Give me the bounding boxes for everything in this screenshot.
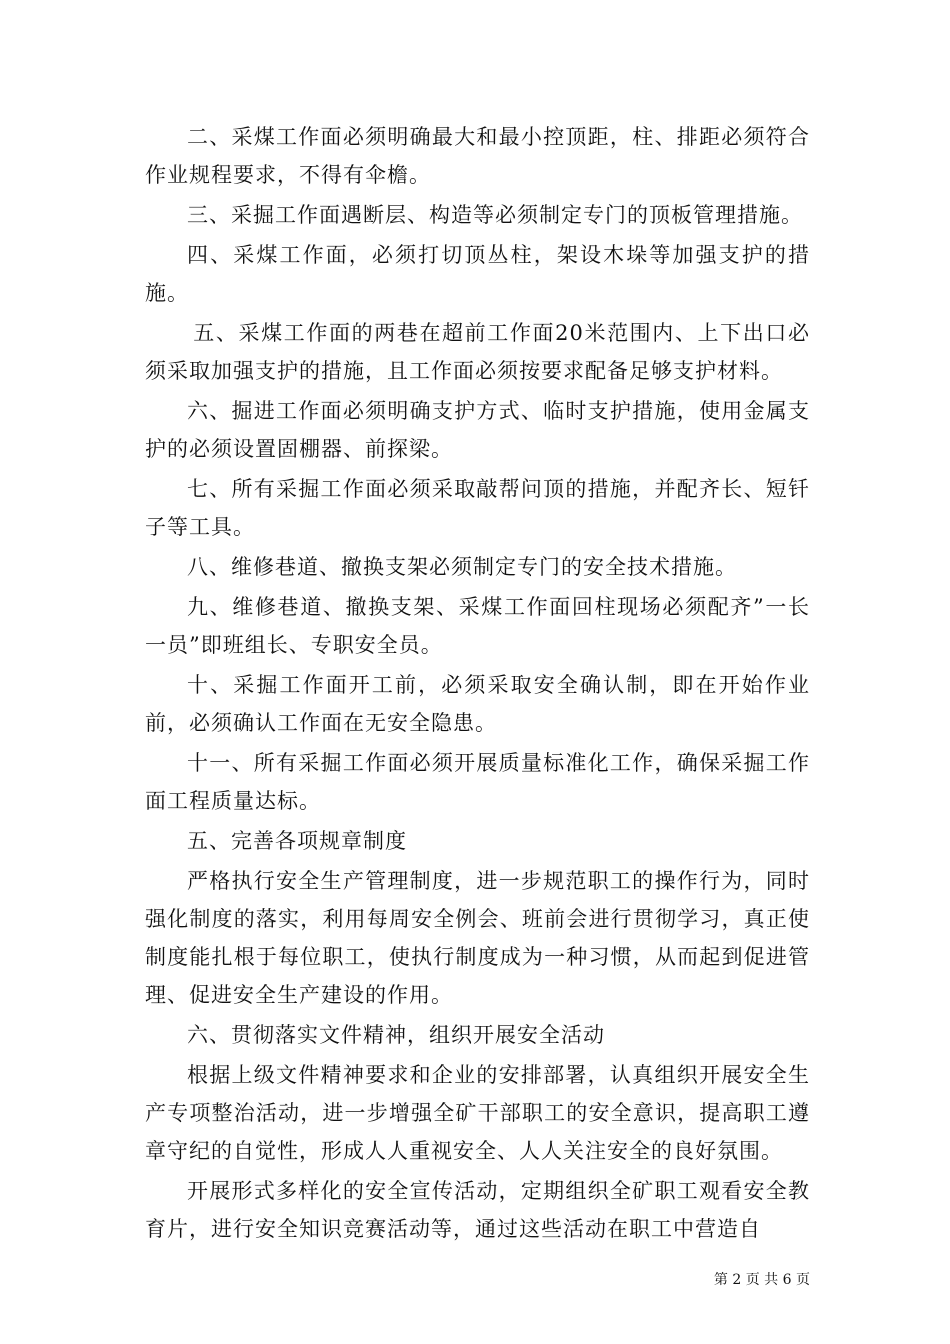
section-heading-rules: 五、完善各项规章制度 [187,829,407,853]
paragraph-item-10: 十、采掘工作面开工前，必须采取安全确认制，即在开始作业前，必须确认工作面在无安全隐患。 [145,673,810,735]
paragraph-publicity-body: 开展形式多样化的安全宣传活动，定期组织全矿职工观看安全教育片，进行安全知识竞赛活动等，通过这些活动在职工中营造自 [145,1179,810,1241]
paragraph-item-5: 五、采煤工作面的两巷在超前工作面20米范围内、上下出口必须采取加强支护的措施，且工作面必须按要求配备足够支护材料。 [145,321,810,383]
paragraph-item-3: 三、采掘工作面遇断层、构造等必须制定专门的顶板管理措施。 [187,203,803,227]
paragraph-item-8: 八、维修巷道、撤换支架必须制定专门的安全技术措施。 [187,555,737,579]
section-heading-activities: 六、贯彻落实文件精神，组织开展安全活动 [187,1023,605,1047]
paragraph-item-9: 九、维修巷道、撤换支架、采煤工作面回柱现场必须配齐”一长一员”即班组长、专职安全员。 [145,595,810,657]
paragraph-item-6: 六、掘进工作面必须明确支护方式、临时支护措施，使用金属支护的必须设置固棚器、前探梁。 [145,399,810,461]
document-body [145,118,810,1250]
paragraph-item-4: 四、采煤工作面，必须打切顶丛柱，架设木垛等加强支护的措施。 [145,243,810,305]
paragraph-item-7: 七、所有采掘工作面必须采取敲帮问顶的措施，并配齐长、短钎子等工具。 [145,477,810,539]
paragraph-activities-body: 根据上级文件精神要求和企业的安排部署，认真组织开展安全生产专项整治活动，进一步增强全矿干部职工的安全意识，提高职工遵章守纪的自觉性，形成人人重视安全、人人关注安全的良好氛围。 [145,1063,810,1163]
paragraph-item-11: 十一、所有采掘工作面必须开展质量标准化工作，确保采掘工作面工程质量达标。 [145,751,810,813]
paragraph-rules-body: 严格执行安全生产管理制度，进一步规范职工的操作行为，同时强化制度的落实，利用每周安全例会、班前会进行贯彻学习，真正使制度能扎根于每位职工，使执行制度成为一种习惯，从而起到促进管理、促进安全生产建设的作用。 [145,869,810,1007]
paragraph-item-2: 二、采煤工作面必须明确最大和最小控顶距，柱、排距必须符合作业规程要求，不得有伞檐。 [145,125,810,187]
page-number-footer: 第 2 页 共 6 页 [713,1272,810,1288]
